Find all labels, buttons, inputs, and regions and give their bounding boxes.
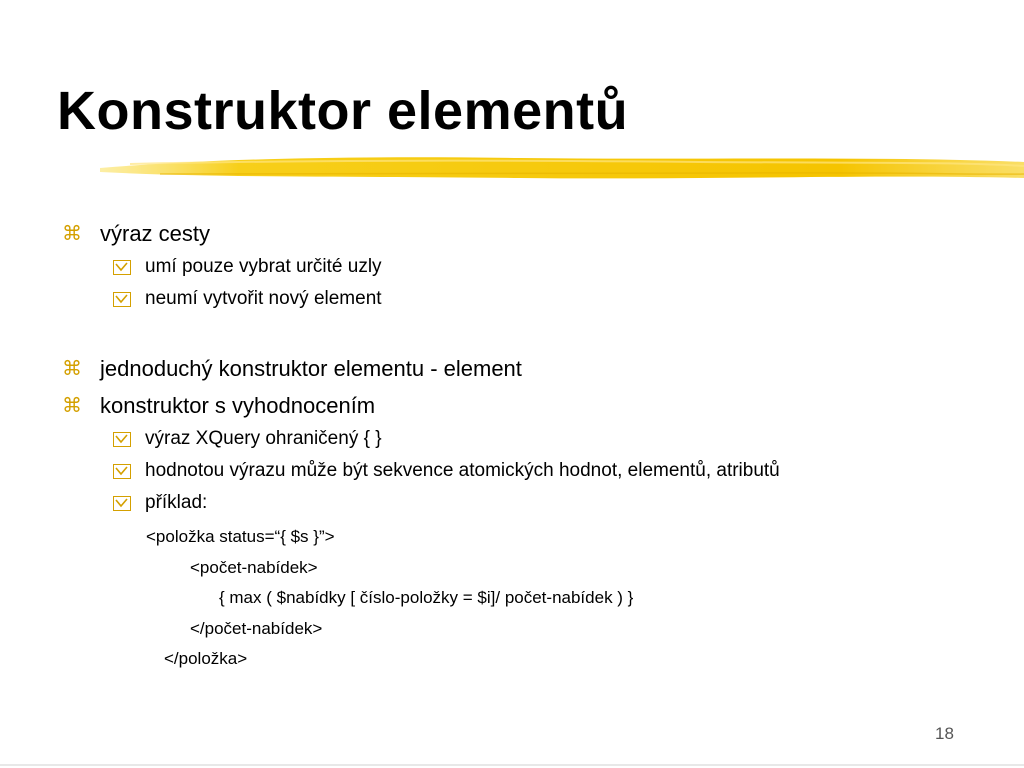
checkbox-check-icon bbox=[113, 292, 131, 307]
checkbox-check-icon bbox=[113, 464, 131, 479]
checkbox-check-icon bbox=[113, 496, 131, 511]
highlighter-stroke-decoration bbox=[100, 148, 1024, 188]
sub-bullet-item: neumí vytvořit nový element bbox=[145, 288, 382, 309]
bullet-item: konstruktor s vyhodnocením bbox=[100, 393, 376, 418]
code-line: </počet-nabídek> bbox=[190, 619, 323, 638]
command-key-icon: ⌘ bbox=[62, 356, 82, 380]
command-key-icon: ⌘ bbox=[62, 393, 82, 417]
slide-title: Konstruktor elementů bbox=[57, 81, 629, 141]
checkbox-check-icon bbox=[113, 432, 131, 447]
code-line: <položka status=“{ $s }”> bbox=[146, 527, 335, 546]
sub-bullet-item: hodnotou výrazu může být sekvence atomických hodnot, elementů, atributů bbox=[145, 460, 780, 481]
sub-bullet-item: výraz XQuery ohraničený { } bbox=[145, 428, 382, 449]
code-line: </položka> bbox=[164, 649, 248, 668]
checkbox-check-icon bbox=[113, 260, 131, 275]
bottom-divider bbox=[0, 764, 1024, 766]
bullet-item: výraz cesty bbox=[100, 221, 211, 246]
page-number: 18 bbox=[935, 724, 954, 743]
code-line: <počet-nabídek> bbox=[190, 558, 318, 577]
sub-bullet-item: příklad: bbox=[145, 492, 208, 513]
command-key-icon: ⌘ bbox=[62, 221, 82, 245]
code-line: { max ( $nabídky [ číslo-položky = $i]/ počet-nabídek ) } bbox=[219, 588, 634, 607]
bullet-item: jednoduchý konstruktor elementu - element bbox=[100, 356, 522, 381]
sub-bullet-item: umí pouze vybrat určité uzly bbox=[145, 256, 382, 277]
